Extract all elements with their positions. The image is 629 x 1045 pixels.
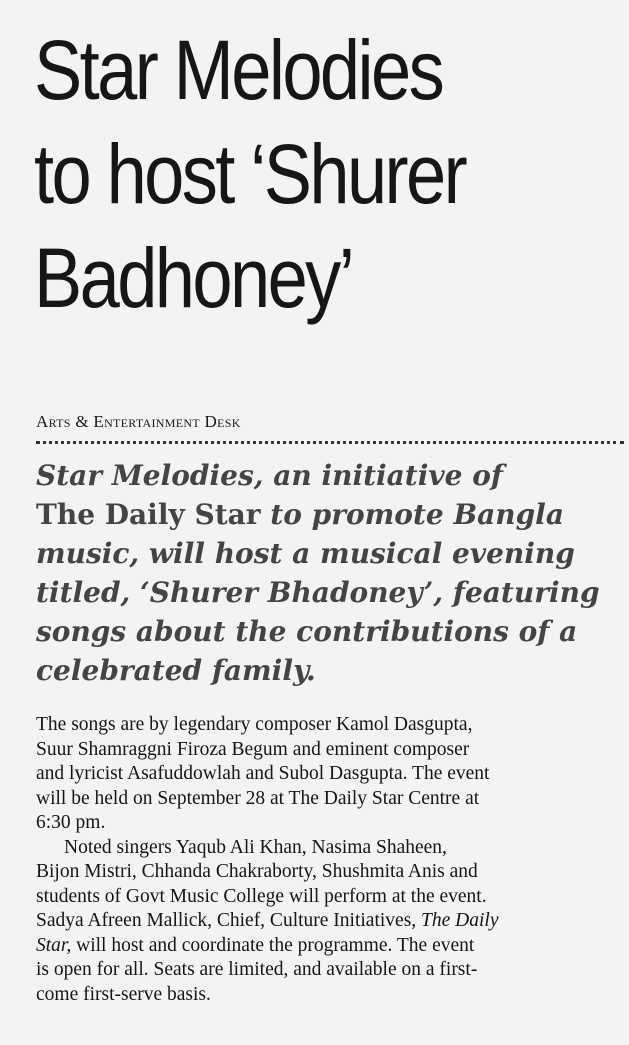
body-line: Bijon Mistri, Chhanda Chakraborty, Shushmita Anis and	[36, 861, 478, 882]
body-line: 6:30 pm.	[36, 812, 106, 833]
body-line: come first-serve basis.	[36, 983, 211, 1005]
publication-name: Star,	[36, 934, 72, 956]
body-line	[36, 909, 624, 934]
publication-name: The Daily Star	[36, 498, 261, 531]
article-body	[36, 713, 624, 1007]
body-line: is open for all. Seats are limited, and available on a first-	[36, 959, 478, 980]
intro-line: titled, ‘Shurer Bhadoney’, featuring	[36, 576, 600, 609]
body-line: will be held on September 28 at The Daily Star Centre at	[36, 787, 480, 809]
headline	[34, 18, 624, 330]
body-text-segment: will host and coordinate the programme. The event	[71, 934, 475, 956]
body-line: Noted singers Yaqub Ali Khan, Nasima Shaheen,	[64, 836, 447, 858]
intro-line: Star Melodies, an initiative of	[36, 459, 503, 492]
intro-paragraph	[36, 456, 624, 690]
body-line: students of Govt Music College will perform at the event.	[36, 885, 487, 907]
body-line: The songs are by legendary composer Kamol Dasgupta,	[36, 714, 473, 735]
body-line: and lyricist Asafuddowlah and Subol Dasgupta. The event	[36, 763, 490, 784]
intro-line: songs about the contributions of a	[36, 615, 578, 648]
headline-line: to host ‘Shurer	[34, 127, 466, 221]
publication-name: The Daily	[421, 910, 499, 931]
intro-line: music, will host a musical evening	[36, 537, 575, 570]
body-line: Suur Shamraggni Firoza Begum and eminent composer	[36, 738, 470, 760]
body-line	[36, 934, 624, 959]
byline: Arts & Entertainment Desk	[36, 412, 241, 431]
body-text-segment: Sadya Afreen Mallick, Chief, Culture Initiatives,	[36, 910, 422, 931]
intro-line-rest: to promote Bangla	[260, 498, 564, 531]
intro-line	[36, 495, 624, 534]
intro-line: celebrated family.	[36, 654, 316, 687]
headline-line: Badhoney’	[34, 231, 353, 325]
headline-line: Star Melodies	[34, 23, 443, 117]
dotted-divider	[36, 441, 624, 444]
